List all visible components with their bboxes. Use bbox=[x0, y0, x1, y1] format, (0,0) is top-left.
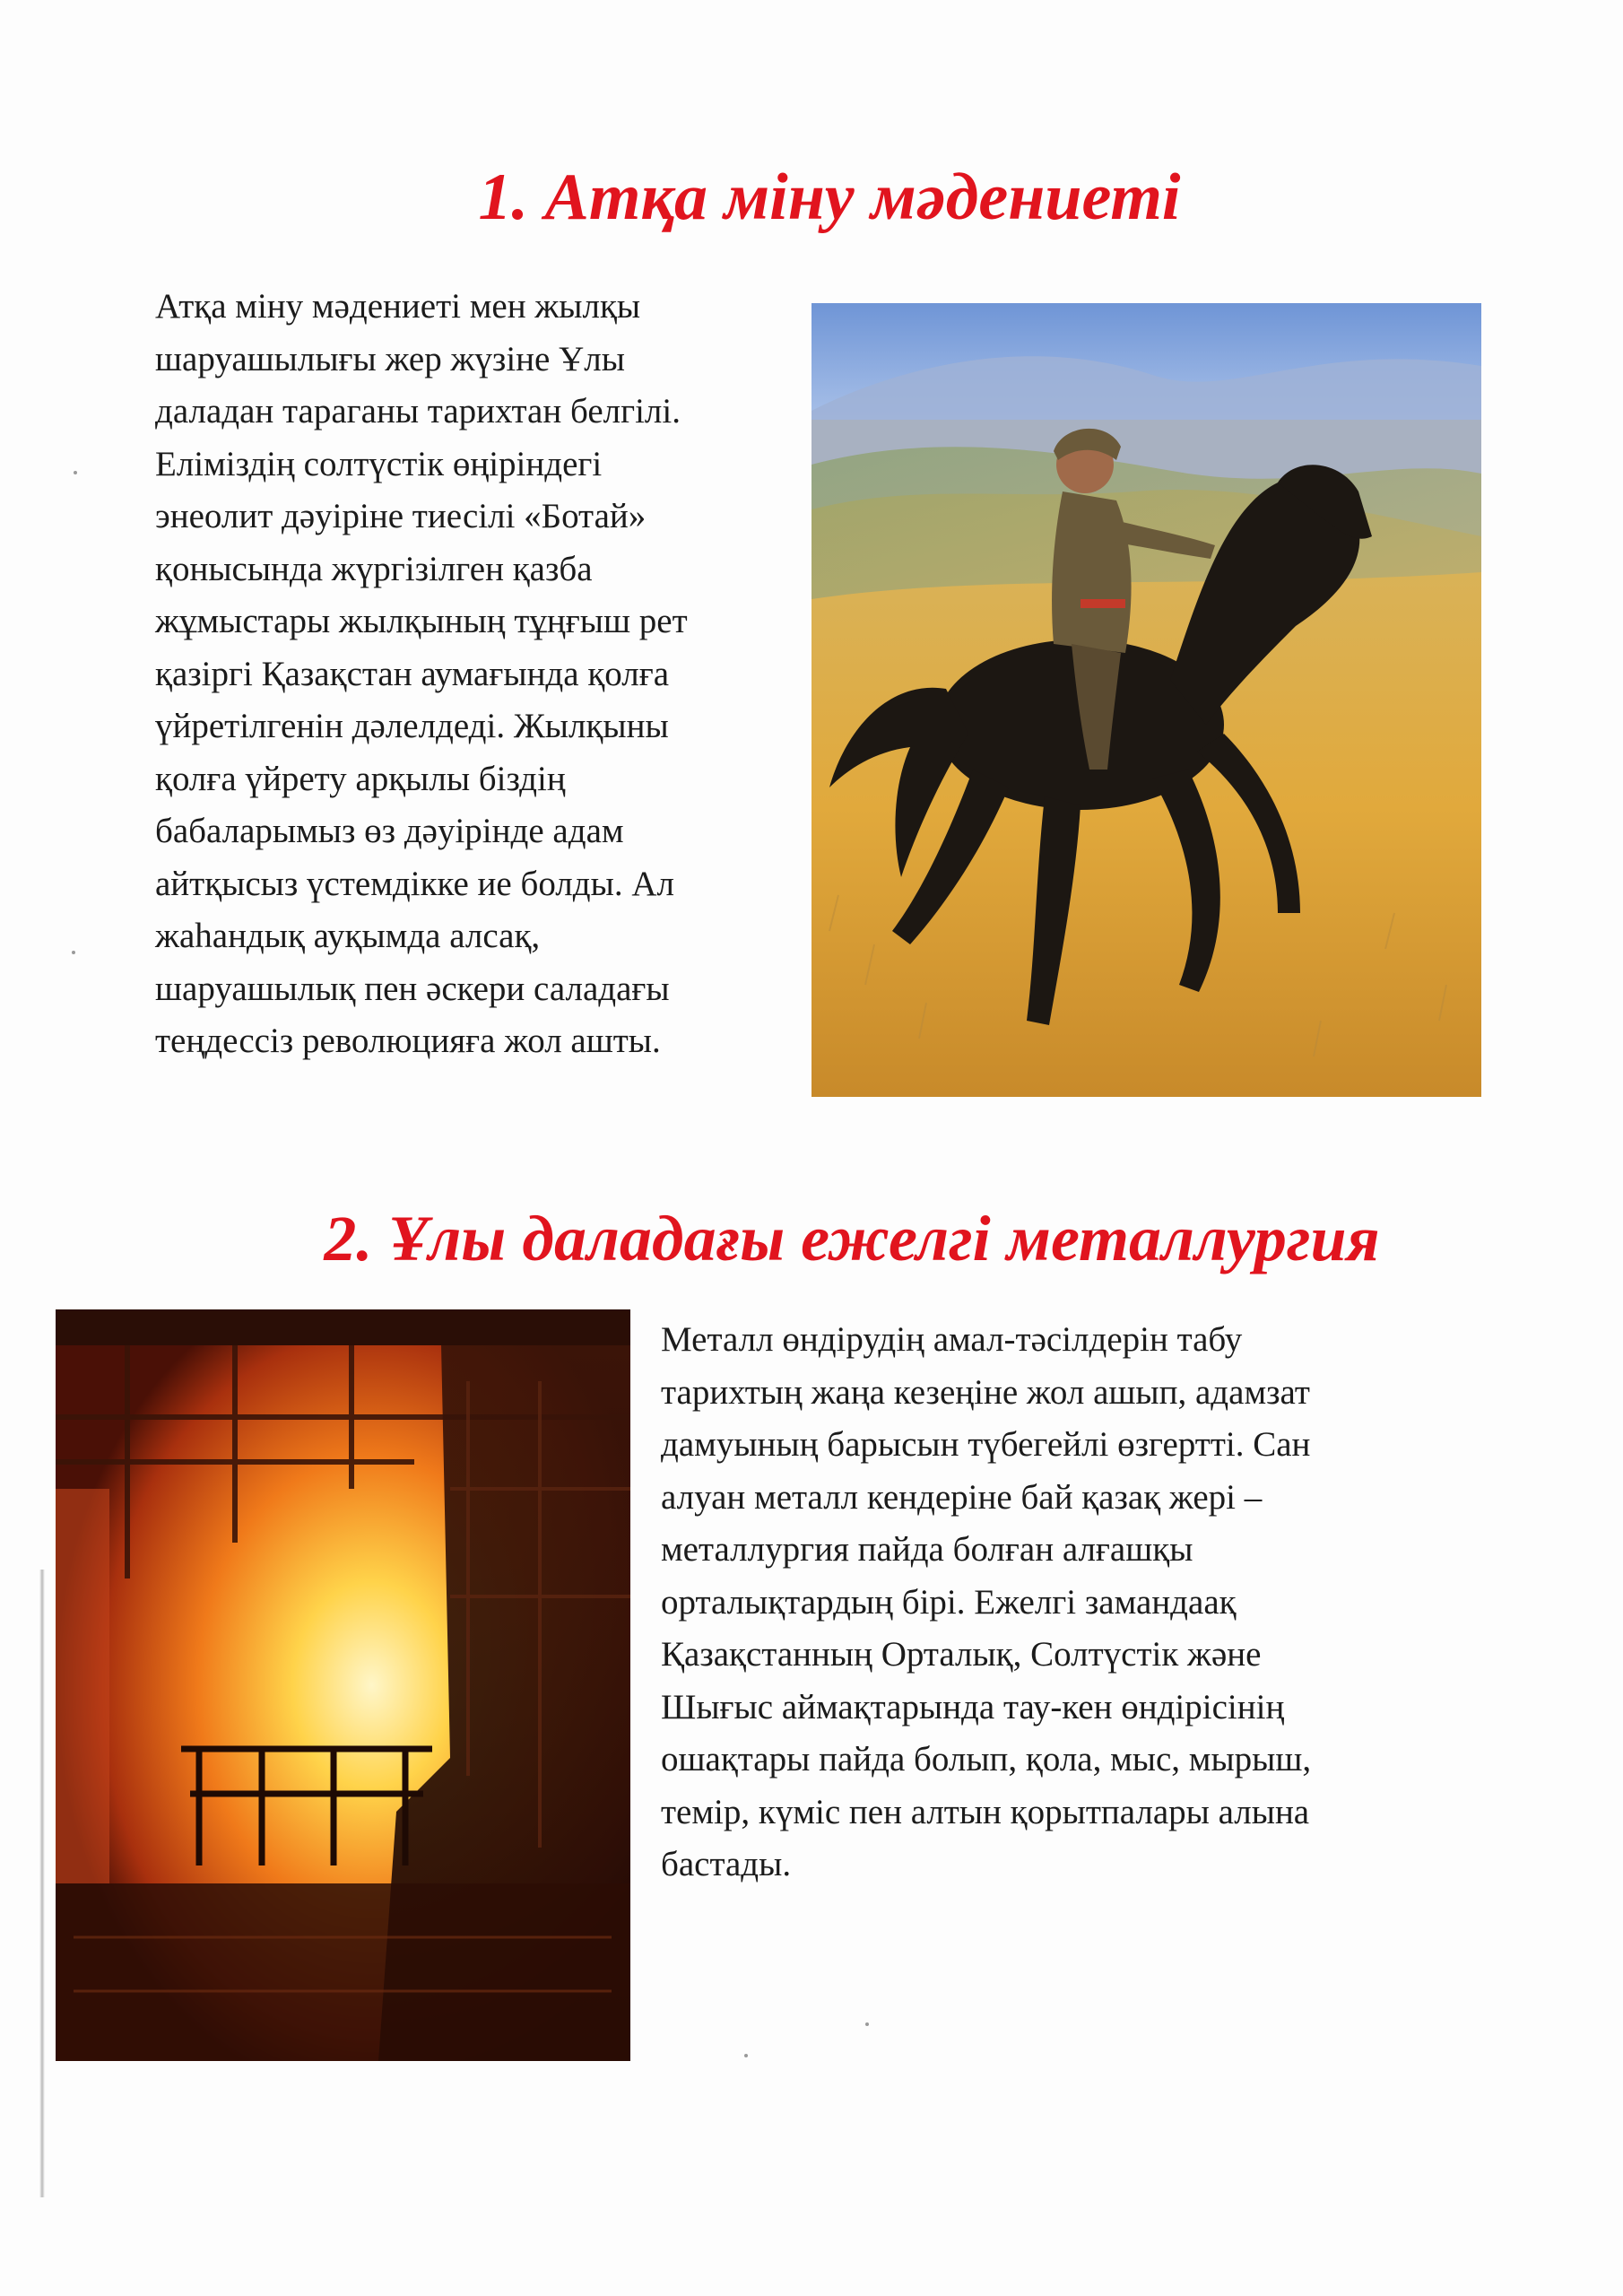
text-line: теңдессіз революцияға жол ашты. bbox=[155, 1022, 661, 1060]
text-line: қолға үйрету арқылы біздің bbox=[155, 759, 566, 798]
text-line: Атқа міну мәдениеті мен жылқы bbox=[155, 287, 641, 326]
text-line: металлургия пайда болған алғашқы bbox=[661, 1530, 1193, 1569]
text-line: даладан тараганы тарихтан белгілі. bbox=[155, 392, 681, 430]
horse-rider-illustration bbox=[812, 303, 1481, 1097]
text-line: алуан металл кендеріне бай қазақ жері – bbox=[661, 1477, 1263, 1517]
text-line: шаруашылығы жер жүзіне Ұлы bbox=[155, 339, 625, 378]
steel-furnace-illustration bbox=[56, 1309, 630, 2061]
scan-speck bbox=[865, 2022, 869, 2026]
text-line: Шығыс аймақтарында тау-кен өндірісінің bbox=[661, 1687, 1285, 1726]
text-line: айтқысыз үстемдікке ие болды. Ал bbox=[155, 864, 674, 903]
text-line: қазіргі Қазақстан аумағында қолға bbox=[155, 654, 670, 693]
text-line: жаһандық ауқымда алсақ, bbox=[155, 917, 541, 955]
scan-edge-shadow bbox=[39, 1570, 45, 2197]
text-line: Қазақстанның Орталық, Солтүстік және bbox=[661, 1635, 1262, 1674]
text-line: дамуының барысын түбегейлі өзгертті. Сан bbox=[661, 1425, 1311, 1464]
scan-speck bbox=[744, 2054, 748, 2057]
scan-speck bbox=[74, 471, 77, 474]
steel-furnace-photo bbox=[56, 1309, 630, 2061]
text-line: үйретілгенін дәлелдеді. Жылқыны bbox=[155, 707, 669, 745]
text-line: бастады. bbox=[661, 1845, 792, 1883]
text-line: шаруашылық пен әскери саладағы bbox=[155, 969, 670, 1008]
text-line: Металл өндірудің амал-тәсілдерін табу bbox=[661, 1320, 1243, 1359]
section-1-heading: 1. Атқа міну мәдениеті bbox=[478, 161, 1181, 234]
text-line: ошақтары пайда болып, қола, мыс, мырыш, bbox=[661, 1740, 1312, 1779]
text-line: қонысында жүргізілген қазба bbox=[155, 549, 593, 588]
text-line: Еліміздің солтүстік өңіріндегі bbox=[155, 444, 603, 483]
text-line: орталықтардың бірі. Ежелгі замандаақ bbox=[661, 1582, 1237, 1622]
text-line: темір, күміс пен алтын қорытпалары алына bbox=[661, 1792, 1310, 1831]
text-line: жұмыстары жылқының тұңғыш рет bbox=[155, 602, 688, 640]
section-2-paragraph bbox=[661, 1314, 1558, 1892]
text-line: тарихтың жаңа кезеңіне жол ашып, адамзат bbox=[661, 1372, 1310, 1412]
text-line: энеолит дәуіріне тиесілі «Ботай» bbox=[155, 497, 647, 535]
horse-rider-photo bbox=[812, 303, 1481, 1097]
section-2-heading: 2. Ұлы даладағы ежелгі металлургия bbox=[324, 1203, 1380, 1274]
scan-speck bbox=[72, 951, 75, 954]
section-1-paragraph bbox=[155, 281, 801, 1068]
text-line: бабаларымыз өз дәуірінде адам bbox=[155, 812, 624, 850]
